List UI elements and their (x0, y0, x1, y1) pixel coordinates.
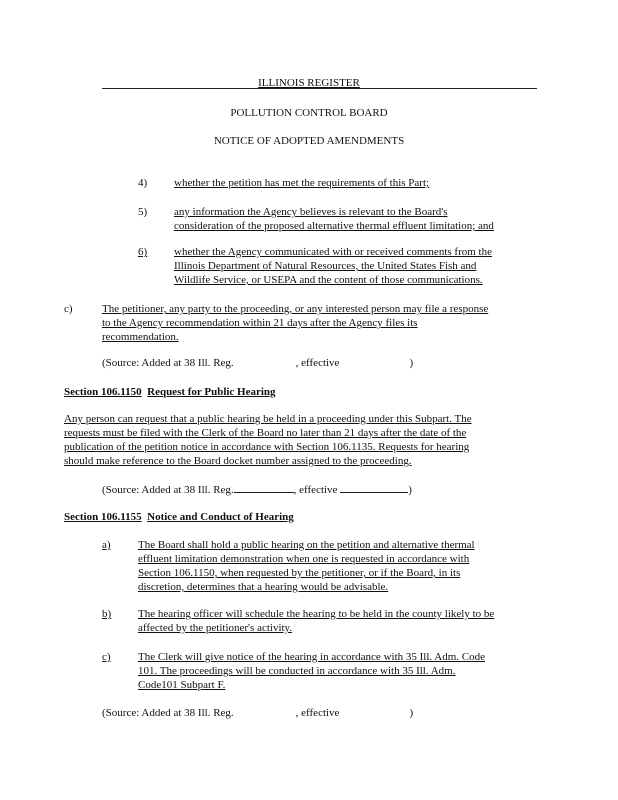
header-rule (102, 88, 537, 89)
board-title: POLLUTION CONTROL BOARD (230, 107, 388, 119)
section-1155-item-b-label: b) (102, 608, 112, 620)
section-1155-item-a-text: The Board shall hold a public hearing on the petition and alternative thermal effluent limitation demonstration when one is requested in accordance with Section 106.1150, when requested by the petitioner, or if the Board, in its discretion, determines that a hearing would be advisable. (138, 539, 475, 593)
section-1155-item-c-label: c) (102, 651, 111, 663)
section-1150-text: Any person can request that a public hearing be held in a proceeding under this Subpart. The requests must be filed with the Clerk of the Board no later than 21 days after the date of the publication of the petition notice in accordance with Section 106.1135. Requests for hearing should make reference to the Board docket number assigned to the proceeding. (64, 413, 472, 467)
item-4-text: whether the petition has met the requirements of this Part; (174, 177, 430, 189)
notice-title: NOTICE OF ADOPTED AMENDMENTS (213, 135, 405, 147)
item-6-text: whether the Agency communicated with or received comments from the Illinois Department of Natural Resources, the United States Fish and Wildlife Service, or USEPA and the content of those communications. (174, 246, 492, 286)
section-1155-item-c-text: The Clerk will give notice of the hearing in accordance with 35 Ill. Adm. Code 101. The proceedings will be conducted in accordance with 35 Ill. Adm. Code101 Subpart F. (138, 651, 486, 691)
item-5-number: 5) (138, 206, 148, 218)
subsection-c-label: c) (64, 303, 73, 315)
item-5-text: any information the Agency believes is relevant to the Board's consideration of the proposed alternative thermal effluent limitation; and (174, 206, 494, 232)
source-note-2: (Source: Added at 38 Ill. Reg. , effective ) (102, 484, 412, 496)
source-note-1: (Source: Added at 38 Ill. Reg. , effective ) (102, 357, 414, 369)
section-1155-item-b-text: The hearing officer will schedule the hearing to be held in the county likely to be affected by the petitioner's activity. (138, 608, 495, 634)
subsection-c-text: The petitioner, any party to the proceeding, or any interested person may file a response to the Agency recommendation within 21 days after the Agency files its recommendation. (102, 303, 489, 343)
section-1150-heading: Section 106.1150 Request for Public Hearing (64, 386, 276, 398)
item-6-number: 6) (138, 246, 148, 258)
register-title: ILLINOIS REGISTER (258, 77, 360, 89)
section-1155-heading: Section 106.1155 Notice and Conduct of Hearing (64, 511, 294, 523)
item-4-number: 4) (138, 177, 148, 189)
section-1155-item-a-label: a) (102, 539, 111, 551)
source-note-3: (Source: Added at 38 Ill. Reg. , effective ) (102, 707, 414, 719)
